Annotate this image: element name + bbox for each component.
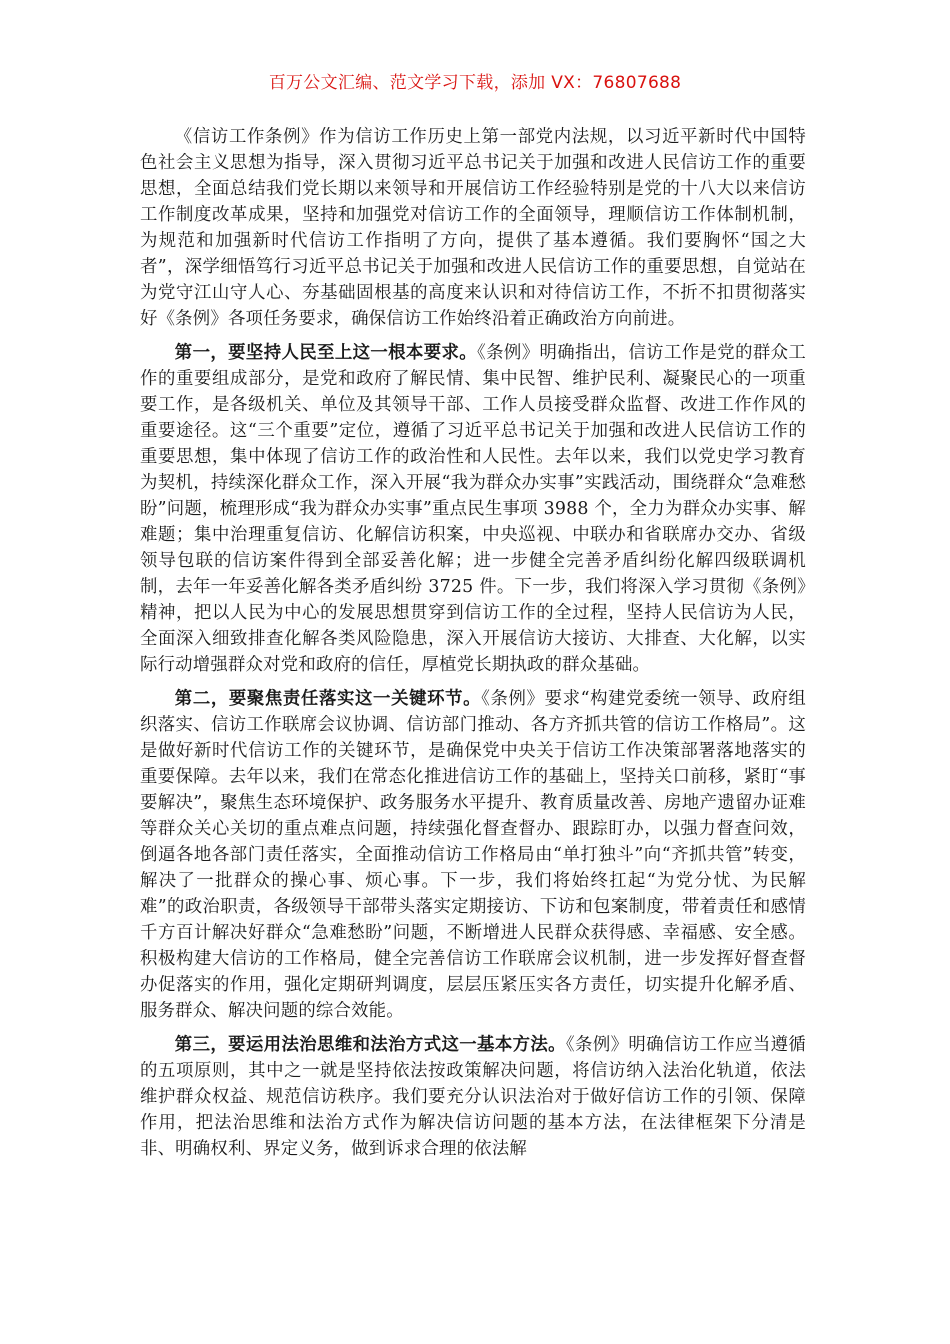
point-three-heading: 第三，要运用法治思维和法治方式这一基本方法。 bbox=[174, 1035, 566, 1055]
paragraph-text: 《条例》明确信访工作应当遵循的五项原则，其中之一就是坚持依法按政策解决问题，将信访纳入法治化轨道，依法维护群众权益、规范信访秩序。我们要充分认识法治对于做好信访工作的引领、保障作用，把法治思维和法治方式作为解决信访问题的基本方法，在法律框架下分清是非、明确权利、界定义务，做到诉求合理的依法解 bbox=[140, 1035, 806, 1159]
point-two-heading: 第二，要聚焦责任落实这一关键环节。 bbox=[174, 689, 482, 709]
point-two-paragraph bbox=[140, 686, 806, 1024]
document-body bbox=[140, 124, 806, 1170]
point-one-heading: 第一，要坚持人民至上这一根本要求。 bbox=[174, 343, 478, 363]
paragraph-text: 《信访工作条例》作为信访工作历史上第一部党内法规，以习近平新时代中国特色社会主义思想为指导，深入贯彻习近平总书记关于加强和改进人民信访工作的重要思想，全面总结我们党长期以来领导和开展信访工作经验特别是党的十八大以来信访工作制度改革成果，坚持和加强党对信访工作的全面领导，理顺信访工作体制机制，为规范和加强新时代信访工作指明了方向，提供了基本遵循。我们要胸怀“国之大者”，深学细悟笃行习近平总书记关于加强和改进人民信访工作的重要思想，自觉站在为党守江山守人心、夯基础固根基的高度来认识和对待信访工作，不折不扣贯彻落实好《条例》各项任务要求，确保信访工作始终沿着正确政治方向前进。 bbox=[140, 127, 806, 329]
point-one-paragraph bbox=[140, 340, 806, 678]
paragraph-text: 《条例》要求“构建党委统一领导、政府组织落实、信访工作联席会议协调、信访部门推动、各方齐抓共管的信访工作格局”。这是做好新时代信访工作的关键环节，是确保党中央关于信访工作决策部署落地落实的重要保障。去年以来，我们在常态化推进信访工作的基础上，坚持关口前移，紧盯“事要解决”，聚焦生态环境保护、政务服务水平提升、教育质量改善、房地产遗留办证难等群众关心关切的重点难点问题，持续强化督查督办、跟踪盯办，以强力督查问效，倒逼各地各部门责任落实，全面推动信访工作格局由“单打独斗”向“齐抓共管”转变，解决了一批群众的操心事、烦心事。下一步，我们将始终扛起“为党分忧、为民解难”的政治职责，各级领导干部带头落实定期接访、下访和包案制度，带着责任和感情千方百计解决好群众“急难愁盼”问题，不断增进人民群众获得感、幸福感、安全感。积极构建大信访的工作格局，健全完善信访工作联席会议机制，进一步发挥好督查督办促落实的作用，强化定期研判调度，层层压紧压实各方责任，切实提升化解矛盾、服务群众、解决问题的综合效能。 bbox=[140, 689, 806, 1021]
intro-paragraph bbox=[140, 124, 806, 332]
download-banner: 百万公文汇编、范文学习下载，添加 VX：76807688 bbox=[268, 73, 682, 93]
point-three-paragraph bbox=[140, 1032, 806, 1162]
paragraph-text: 《条例》明确指出，信访工作是党的群众工作的重要组成部分，是党和政府了解民情、集中民智、维护民利、凝聚民心的一项重要工作，是各级机关、单位及其领导干部、工作人员接受群众监督、改进工作作风的重要途径。这“三个重要”定位，遵循了习近平总书记关于加强和改进人民信访工作的重要思想，集中体现了信访工作的政治性和人民性。去年以来，我们以党史学习教育为契机，持续深化群众工作，深入开展“我为群众办实事”实践活动，围绕群众“急难愁盼”问题，梳理形成“我为群众办实事”重点民生事项 3988 个，全力为群众办实事、解难题；集中治理重复信访、化解信访积案，中央巡视、中联办和省联席办交办、省级领导包联的信访案件得到全部妥善化解；进一步健全完善矛盾纠纷化解四级联调机制，去年一年妥善化解各类矛盾纠纷 3725 件。下一步，我们将深入学习贯彻《条例》精神，把以人民为中心的发展思想贯穿到信访工作的全过程，坚持人民信访为人民，全面深入细致排查化解各类风险隐患，深入开展信访大接访、大排查、大化解，以实际行动增强群众对党和政府的信任，厚植党长期执政的群众基础。 bbox=[140, 343, 806, 675]
